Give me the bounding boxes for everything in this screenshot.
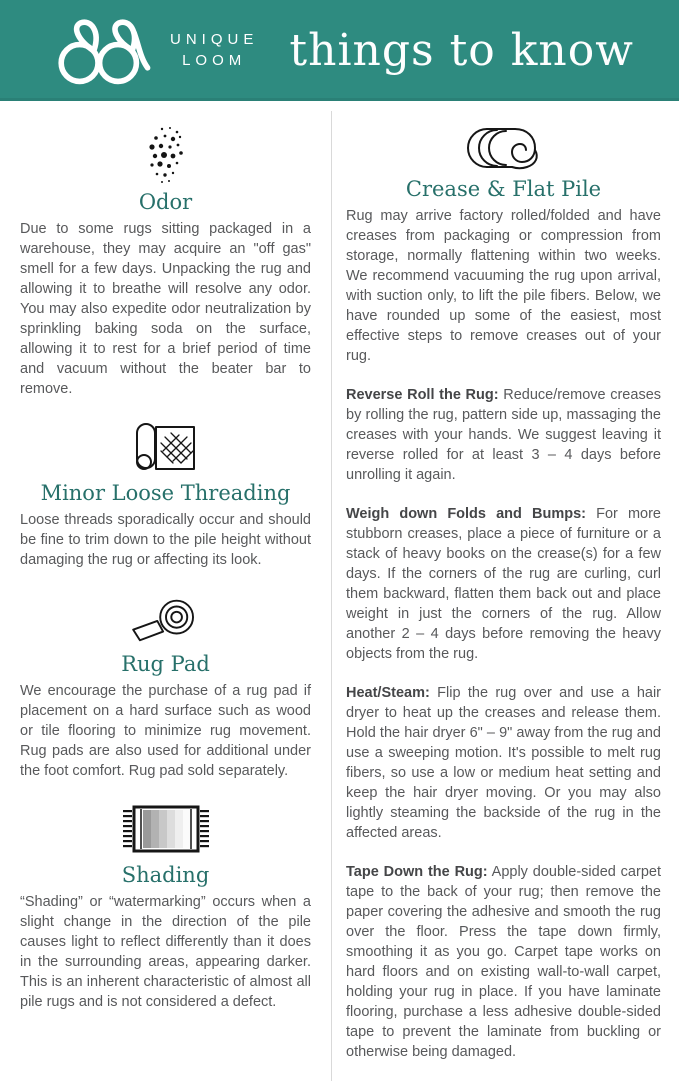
section-heading-shading: Shading <box>121 863 210 887</box>
brand-line2: LOOM <box>182 51 247 69</box>
section-heading-rug-pad: Rug Pad <box>121 652 210 676</box>
section-intro-crease: Rug may arrive factory rolled/folded and have creases from packaging or compression from storage, normally flattening within two weeks. We recommend vacuuming the rug upon arrival, with suction only, to lift the pile fibers. Below, we have rounded up some of the easiest, most effective steps to remove creases out of your rug. <box>346 208 661 364</box>
section-body-rug-pad: We encourage the purchase of a rug pad if placement on a hard surface such as wood or tile flooring to minimize rug movement. Rug pads are also used for additional under the foot comfort. Rug pad sold separately. <box>20 683 311 779</box>
tip-text: Apply double-sided carpet tape to the back of your rug; then remove the paper covering the adhesive and smooth the rug over the floor. Press the tape down firmly, smoothing it as you go. Carpet tape works on hard floors and on existing wall-to-wall carpet, holding your rug in place. If you have laminate flooring, purchase a less adhesive double-sided tape to prevent the laminate from buckling or otherwise being damaged. <box>346 864 661 1060</box>
brand <box>52 15 258 87</box>
tip-label: Heat/Steam: <box>346 685 430 701</box>
tip-label: Weigh down Folds and Bumps: <box>346 506 586 522</box>
odor-dots-icon <box>20 126 311 186</box>
header <box>0 0 679 101</box>
shaded-rug-fringe-icon <box>20 803 311 859</box>
section-heading-odor: Odor <box>138 190 193 214</box>
rug-pad-roll-icon <box>20 592 311 648</box>
tip-heat-steam <box>346 683 661 843</box>
left-column <box>0 101 331 1081</box>
section-odor <box>20 126 311 399</box>
unique-loom-logo-icon <box>52 15 160 87</box>
section-body-odor: Due to some rugs sitting packaged in a warehouse, they may acquire an "off gas" smell for a few days. Unpacking the rug and allowing it to breathe will resolve any odor. You may also expedite odor neutralization by sprinkling baking soda on the surface, allowing it to rest for a brief period of time and vacuum without the beater bar to remove. <box>20 221 311 397</box>
section-body-threading: Loose threads sporadically occur and should be fine to trim down to the pile height without damaging the rug or affecting its look. <box>20 512 311 568</box>
content <box>0 101 679 1081</box>
tip-label: Tape Down the Rug: <box>346 864 488 880</box>
section-body-shading: “Shading” or “watermarking” occurs when a slight change in the direction of the pile causes light to reflect differently than it does in the surrounding areas, appearing darker. This is an inherent characteristic of almost all pile rugs and is not considered a defect. <box>20 894 311 1010</box>
section-shading <box>20 803 311 1012</box>
rolled-fabric-crosshatch-icon <box>20 421 311 477</box>
brand-line1: UNIQUE <box>170 31 259 49</box>
tip-weigh-down <box>346 504 661 664</box>
section-rug-pad <box>20 592 311 781</box>
rolled-rug-icon <box>346 123 661 173</box>
brand-name <box>170 30 258 71</box>
tip-text: For more stubborn creases, place a piece of furniture or a stack of heavy books on the crease(s) for a few days. If the corners of the rug are curling, curl them backward, flatten them back out and place weight in just the corners of the rug. Allow another 2 – 4 days before removing the heavy objects from the rug. <box>346 506 661 662</box>
section-minor-loose-threading <box>20 421 311 570</box>
tip-tape-down <box>346 862 661 1062</box>
right-column <box>332 101 679 1081</box>
tip-label: Reverse Roll the Rug: <box>346 387 499 403</box>
page-title: things to know <box>289 25 634 76</box>
tip-reverse-roll <box>346 385 661 485</box>
section-heading-threading: Minor Loose Threading <box>40 481 291 505</box>
tip-text: Flip the rug over and use a hair dryer to heat up the creases and release them. Hold the hair dryer 6" – 9" away from the rug and use a sweeping motion. It's possible to melt rug fibers, so use a low or medium heat setting and keep the hair dryer moving. Or you may also lightly steaming the backside of the rug in the affected areas. <box>346 685 661 841</box>
section-heading-crease: Crease & Flat Pile <box>405 177 602 201</box>
tip-text: Reduce/remove creases by rolling the rug, pattern side up, massaging the creases with your hands. We suggest leaving it reverse rolled for at least 3 – 4 days before unrolling it again. <box>346 387 662 483</box>
